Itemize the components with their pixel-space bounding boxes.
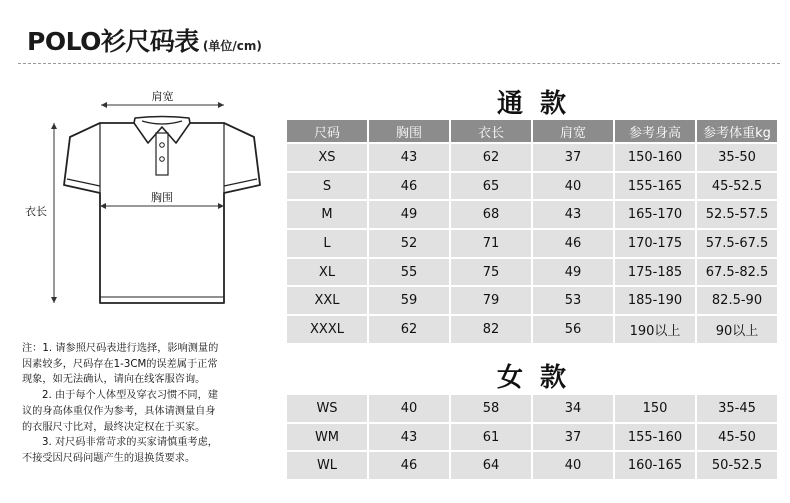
- table-cell: 49: [533, 259, 613, 286]
- table-cell: 45-50: [697, 424, 777, 451]
- length-label: 衣长: [25, 205, 47, 218]
- table-cell: M: [287, 201, 367, 228]
- table-cell: 170-175: [615, 230, 695, 257]
- table-cell: 165-170: [615, 201, 695, 228]
- title-unit: (单位/cm): [202, 39, 262, 53]
- table-cell: 155-165: [615, 173, 695, 200]
- header-cell: 衣长: [451, 120, 531, 142]
- table-row: [287, 259, 777, 286]
- shirt-outline: [64, 123, 260, 303]
- table-row: [287, 144, 777, 171]
- table-cell: 50-52.5: [697, 452, 777, 479]
- table-cell: WM: [287, 424, 367, 451]
- table-cell: 49: [369, 201, 449, 228]
- table-cell: 53: [533, 287, 613, 314]
- table-cell: 90以上: [697, 316, 777, 343]
- table-cell: 43: [533, 201, 613, 228]
- table-cell: S: [287, 173, 367, 200]
- header-cell: 参考身高: [615, 120, 695, 142]
- table-cell: 62: [451, 144, 531, 171]
- shoulder-label: 肩宽: [151, 90, 174, 103]
- table-cell: 57.5-67.5: [697, 230, 777, 257]
- table-cell: 175-185: [615, 259, 695, 286]
- table-cell: 82.5-90: [697, 287, 777, 314]
- table-cell: 150: [615, 395, 695, 422]
- title-main: POLO衫尺码表: [27, 27, 199, 56]
- shoulder-arrow-right: [218, 102, 224, 108]
- length-arrow-bottom: [51, 297, 57, 303]
- table-cell: 40: [533, 173, 613, 200]
- chest-label: 胸围: [151, 191, 173, 204]
- length-arrow-top: [51, 123, 57, 129]
- shoulder-arrow-left: [101, 102, 107, 108]
- header-cell: 胸围: [369, 120, 449, 142]
- table-cell: WS: [287, 395, 367, 422]
- table-cell: 185-190: [615, 287, 695, 314]
- table-cell: XXXL: [287, 316, 367, 343]
- size-table-tongkuan: [285, 118, 779, 345]
- table-cell: 82: [451, 316, 531, 343]
- table-cell: 62: [369, 316, 449, 343]
- table-cell: 64: [451, 452, 531, 479]
- header-cell: 肩宽: [533, 120, 613, 142]
- table-cell: 68: [451, 201, 531, 228]
- table-cell: 75: [451, 259, 531, 286]
- table-row: [287, 452, 777, 479]
- table-cell: 37: [533, 144, 613, 171]
- table-cell: 160-165: [615, 452, 695, 479]
- button: [160, 157, 165, 162]
- table-cell: 67.5-82.5: [697, 259, 777, 286]
- table-row: [287, 201, 777, 228]
- table-row: [287, 316, 777, 343]
- header-cell: 参考体重kg: [697, 120, 777, 142]
- button: [160, 143, 165, 148]
- table-cell: WL: [287, 452, 367, 479]
- table-row: [287, 287, 777, 314]
- table-cell: 150-160: [615, 144, 695, 171]
- table-cell: 46: [369, 173, 449, 200]
- size-table-nvkuan: [285, 393, 779, 481]
- table-cell: 40: [533, 452, 613, 479]
- table-cell: 190以上: [615, 316, 695, 343]
- note-line: 2. 由于每个人体型及穿衣习惯不同，建: [42, 390, 218, 402]
- table-cell: 79: [451, 287, 531, 314]
- note-line: 的衣服尺寸比对，最终决定权在于买家。: [22, 421, 206, 433]
- table-row: [287, 395, 777, 422]
- table-row: [287, 230, 777, 257]
- table-cell: 34: [533, 395, 613, 422]
- table-cell: 37: [533, 424, 613, 451]
- table-cell: 65: [451, 173, 531, 200]
- dashed-divider: [18, 63, 780, 64]
- section-title-tongkuan: 通 款: [497, 89, 571, 119]
- note-line: 3. 对尺码非常苛求的买家请慎重考虑，: [42, 437, 218, 449]
- table-cell: 40: [369, 395, 449, 422]
- table-row: [287, 173, 777, 200]
- table-cell: XS: [287, 144, 367, 171]
- table-cell: 71: [451, 230, 531, 257]
- table-cell: 46: [533, 230, 613, 257]
- table-cell: XL: [287, 259, 367, 286]
- page-title: [27, 22, 262, 58]
- table-cell: 43: [369, 144, 449, 171]
- table-cell: 35-45: [697, 395, 777, 422]
- table-row: [287, 424, 777, 451]
- table-cell: 43: [369, 424, 449, 451]
- table-cell: L: [287, 230, 367, 257]
- section-title-nvkuan: 女 款: [497, 363, 571, 393]
- table-cell: 52.5-57.5: [697, 201, 777, 228]
- note-line: 注：1. 请参照尺码表进行选择，影响测量的: [22, 343, 219, 354]
- note-line: 现象，如无法确认，请向在线客服咨询。: [22, 374, 206, 386]
- table-cell: 46: [369, 452, 449, 479]
- table-cell: 35-50: [697, 144, 777, 171]
- table-cell: 52: [369, 230, 449, 257]
- polo-shirt-diagram: [12, 85, 267, 315]
- table-cell: 155-160: [615, 424, 695, 451]
- note-line: 因素较多，尺码存在1-3CM的误差属于正常: [22, 358, 218, 370]
- table-cell: 56: [533, 316, 613, 343]
- table-cell: 59: [369, 287, 449, 314]
- note-line: 不接受因尺码问题产生的退换货要求。: [22, 452, 196, 464]
- note-line: 议的身高体重仅作为参考，具体请测量自身: [22, 405, 216, 417]
- table-cell: 55: [369, 259, 449, 286]
- header-cell: 尺码: [287, 120, 367, 142]
- table-cell: 45-52.5: [697, 173, 777, 200]
- table-cell: XXL: [287, 287, 367, 314]
- table-header-row: [287, 120, 777, 142]
- notes: [22, 341, 270, 467]
- table-cell: 58: [451, 395, 531, 422]
- table-cell: 61: [451, 424, 531, 451]
